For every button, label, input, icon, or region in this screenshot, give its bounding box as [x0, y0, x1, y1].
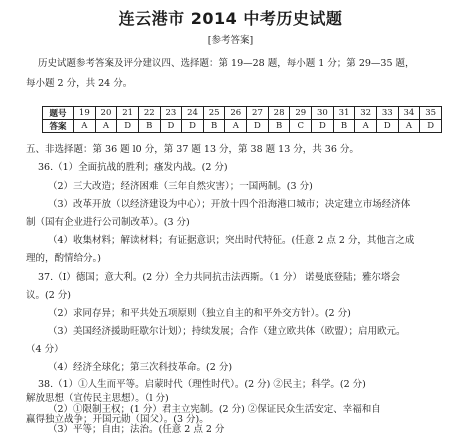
- text-line: 38.（1）①人生而平等。启蒙时代（理性时代）。(2 分) ②民主；科学。(2 分): [38, 379, 366, 390]
- table-cell: 24: [182, 107, 204, 120]
- table-cell: B: [268, 120, 290, 133]
- table-cell: D: [117, 120, 139, 133]
- table-cell: D: [160, 120, 182, 133]
- text-line: 议。(2 分): [26, 290, 71, 301]
- text-line: 赢得独立战争；开国元勋（国父）。(3 分)。: [26, 414, 209, 425]
- table-cell: 21: [117, 107, 139, 120]
- table-cell: A: [74, 120, 96, 133]
- table-cell: 29: [290, 107, 312, 120]
- table-cell: C: [290, 120, 312, 133]
- table-cell: D: [312, 120, 334, 133]
- table-cell: 19: [74, 107, 96, 120]
- page-title: 连云港市 2014 中考历史试题: [118, 9, 343, 28]
- table-header-cell: 答案: [43, 120, 74, 133]
- intro-line: 每小题 2 分，共 24 分。: [26, 78, 133, 89]
- answer-table: [42, 106, 442, 133]
- text-line: （2）求同存异；和平共处五项原则（独立自主的和平外交方针）。(2 分): [48, 308, 351, 319]
- table-cell: 34: [398, 107, 420, 120]
- table-cell: A: [355, 120, 377, 133]
- table-cell: 23: [160, 107, 182, 120]
- table-cell: B: [333, 120, 355, 133]
- table-cell: 31: [333, 107, 355, 120]
- table-cell: A: [398, 120, 420, 133]
- table-cell: A: [225, 120, 247, 133]
- text-line: （2）①限制王权；(1 分）君主立宪制。(2 分) ②保证民众生活安定、幸福和自: [48, 404, 381, 415]
- table-cell: D: [182, 120, 204, 133]
- table-cell: 35: [420, 107, 442, 120]
- text-line: （4）经济全球化；第三次科技革命。(2 分): [48, 362, 233, 373]
- table-cell: D: [420, 120, 442, 133]
- table-cell: 25: [203, 107, 225, 120]
- page-subtitle: [参考答案]: [207, 35, 254, 46]
- text-line: （2）三大改造；经济困难（三年自然灾害）；一国两制。(3 分): [48, 181, 313, 192]
- table-cell: 32: [355, 107, 377, 120]
- table-cell: 27: [247, 107, 269, 120]
- table-header-cell: 题号: [43, 107, 74, 120]
- table-cell: D: [376, 120, 398, 133]
- table-cell: 30: [312, 107, 334, 120]
- text-line: （4）收集材料；解读材料；有证据意识；突出时代特征。(任意 2 点 2 分，其他言之成: [48, 235, 415, 246]
- text-line: 解放思想（宣传民主思想）。（l 分): [26, 393, 169, 404]
- table-cell: 33: [376, 107, 398, 120]
- text-line: 理的，酌情给分。): [26, 253, 101, 264]
- table-cell: D: [247, 120, 269, 133]
- text-line: （3）平等；自由；法治。(任意 2 点 2 分: [48, 424, 225, 435]
- table-cell: B: [203, 120, 225, 133]
- text-line: （3）美国经济援助旺歇尔计划）；持续发展；合作（建立欧共体（欧盟）；启用欧元。: [48, 326, 406, 337]
- table-cell: B: [138, 120, 160, 133]
- table-row: [43, 107, 442, 120]
- text-line: 36.（1）全面抗战的胜利；瘙发内战。(2 分): [38, 162, 228, 173]
- text-line: （4 分）: [26, 344, 64, 355]
- table-cell: 22: [138, 107, 160, 120]
- table-cell: 20: [95, 107, 117, 120]
- table-cell: 28: [268, 107, 290, 120]
- intro-line: 历史试题参考答案及评分建议四、选择题：第 19—28 题，每小题 1 分；第 29—35 题，: [38, 58, 415, 69]
- table-cell: A: [95, 120, 117, 133]
- text-line: 五、非选择题：第 36 题 l0 分，第 37 题 13 分，第 38 题 13 分，共 36 分。: [26, 144, 359, 155]
- text-line: （3）改革开放（以经济建设为中心）；开放十四个沿海港口城市；决定建立市场经济体: [48, 199, 411, 210]
- text-line: 37.（I）德国；意大利。(2 分）全力共同抗击法西斯。（1 分） 诺曼底登陆；雅尔塔会: [38, 272, 400, 283]
- table-row: [43, 120, 442, 133]
- text-line: 制（国有企业进行公司制改革）。(3 分): [26, 217, 190, 228]
- table-cell: 26: [225, 107, 247, 120]
